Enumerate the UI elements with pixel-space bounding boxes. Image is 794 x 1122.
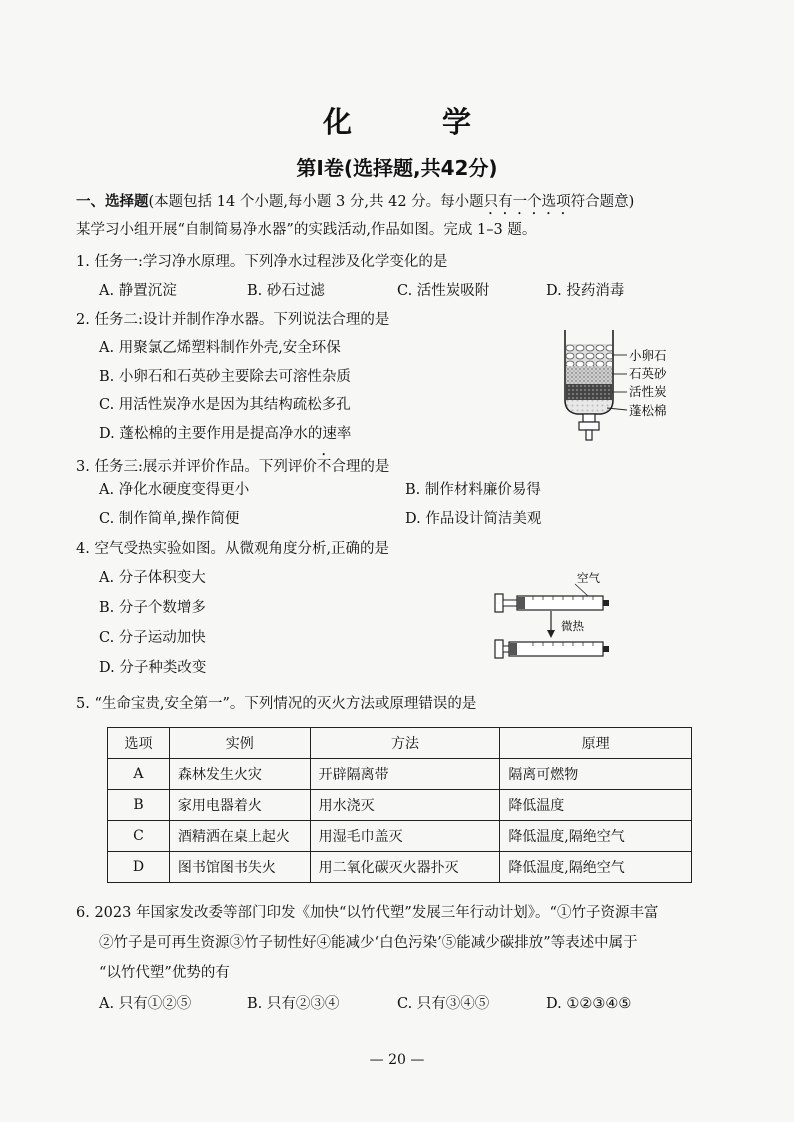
q6-line-3: “以竹代塑”优势的有 — [99, 965, 230, 981]
cell-method: 用水浇灭 — [310, 790, 500, 821]
header-principle: 原理 — [500, 728, 692, 759]
q3-option-d[interactable]: D. 作品设计简洁美观 — [405, 511, 542, 527]
table-row — [108, 790, 692, 821]
q6-option-a[interactable]: A. 只有①②⑤ — [99, 996, 192, 1012]
syringe-bottom — [495, 640, 609, 658]
q3-stem-emph: 不 — [316, 459, 332, 475]
q2-option-b[interactable]: B. 小卵石和石英砂主要除去可溶性杂质 — [99, 369, 351, 385]
label-pebble: 小卵石 — [629, 348, 667, 363]
q4-stem: 4. 空气受热实验如图。从微观角度分析,正确的是 — [76, 541, 390, 557]
section-desc-after: 符合题意) — [570, 194, 635, 210]
q6-line-1: 6. 2023 年国家发改委等部门印发《加快“以竹代塑”发展三年行动计划》。“①竹子资源丰富 — [76, 905, 659, 921]
header-example: 实例 — [169, 728, 310, 759]
header-option: 选项 — [108, 728, 170, 759]
label-carbon: 活性炭 — [629, 384, 667, 399]
q3-option-c[interactable]: C. 制作简单,操作简便 — [99, 511, 240, 527]
section-desc-before: (本题包括 14 个小题,每小题 3 分,共 42 分。每小题 — [148, 194, 484, 210]
pebble-layer — [566, 344, 612, 366]
table-row — [108, 852, 692, 883]
sand-layer — [566, 366, 612, 384]
table-row — [108, 821, 692, 852]
syringe-figure — [493, 572, 623, 664]
cell-option: D — [108, 852, 170, 883]
cell-example: 图书馆图书失火 — [169, 852, 310, 883]
q6-option-d[interactable]: D. ①②③④⑤ — [546, 996, 632, 1012]
section-label: 一、选择题 — [76, 194, 149, 210]
label-air: 空气 — [577, 572, 600, 585]
label-heat: 微热 — [561, 619, 584, 633]
q6-option-c[interactable]: C. 只有③④⑤ — [397, 996, 490, 1012]
cell-example: 家用电器着火 — [169, 790, 310, 821]
q2-option-a[interactable]: A. 用聚氯乙烯塑料制作外壳,安全环保 — [99, 340, 341, 356]
section-subtitle: 第Ⅰ卷(选择题,共42分) — [296, 156, 498, 180]
syringe-top — [495, 584, 609, 612]
q5-stem: 5. “生命宝贵,安全第一”。下列情况的灭火方法或原理错误的是 — [76, 696, 477, 712]
q1-option-c[interactable]: C. 活性炭吸附 — [397, 283, 490, 299]
q4-option-b[interactable]: B. 分子个数增多 — [99, 600, 206, 616]
cell-method: 用湿毛巾盖灭 — [310, 821, 500, 852]
cell-principle: 隔离可燃物 — [500, 759, 692, 790]
page-title: 化 学 — [322, 105, 512, 139]
table-header-row — [108, 728, 692, 759]
q3-stem-after: 合理的是 — [331, 459, 390, 475]
section-desc-emph: 只有一个选项 — [483, 194, 571, 210]
q6-option-b[interactable]: B. 只有②③④ — [247, 996, 340, 1012]
cell-example: 酒精洒在桌上起火 — [169, 821, 310, 852]
q3-option-a[interactable]: A. 净化水硬度变得更小 — [99, 482, 250, 498]
page-number: — 20 — — [369, 1052, 425, 1068]
q2-option-d[interactable]: D. 蓬松棉的主要作用是提高净水的速率 — [99, 426, 352, 442]
q1-stem: 1. 任务一:学习净水原理。下列净水过程涉及化学变化的是 — [76, 254, 448, 270]
q5-table — [107, 727, 692, 883]
intro-text: 某学习小组开展“自制简易净水器”的实践活动,作品如图。完成 1–3 题。 — [76, 222, 537, 238]
cotton-layer — [566, 400, 612, 413]
cell-method: 用二氧化碳灭火器扑灭 — [310, 852, 500, 883]
q6-line-2: ②竹子是可再生资源③竹子韧性好④能减少‘白色污染’⑤能减少碳排放”等表述中属于 — [99, 935, 638, 951]
cell-option: B — [108, 790, 170, 821]
header-method: 方法 — [310, 728, 500, 759]
label-cotton: 蓬松棉 — [629, 403, 667, 418]
q3-option-b[interactable]: B. 制作材料廉价易得 — [405, 482, 541, 498]
water-filter-figure — [555, 328, 685, 453]
q4-option-d[interactable]: D. 分子种类改变 — [99, 660, 207, 676]
q2-stem: 2. 任务二:设计并制作净水器。下列说法合理的是 — [76, 312, 390, 328]
cell-principle: 降低温度,隔绝空气 — [500, 852, 692, 883]
cell-option: A — [108, 759, 170, 790]
cell-option: C — [108, 821, 170, 852]
q1-option-a[interactable]: A. 静置沉淀 — [99, 283, 177, 299]
carbon-layer — [566, 384, 612, 400]
q4-option-c[interactable]: C. 分子运动加快 — [99, 630, 206, 646]
cell-example: 森林发生火灾 — [169, 759, 310, 790]
cell-principle: 降低温度,隔绝空气 — [500, 821, 692, 852]
section-header — [76, 191, 634, 218]
cell-principle: 降低温度 — [500, 790, 692, 821]
q4-option-a[interactable]: A. 分子体积变大 — [99, 570, 206, 586]
q1-option-b[interactable]: B. 砂石过滤 — [247, 283, 325, 299]
q3-stem — [76, 451, 389, 478]
q1-option-d[interactable]: D. 投药消毒 — [546, 283, 625, 299]
label-sand: 石英砂 — [629, 366, 667, 381]
cell-method: 开辟隔离带 — [310, 759, 500, 790]
table-row — [108, 759, 692, 790]
q2-option-c[interactable]: C. 用活性炭净水是因为其结构疏松多孔 — [99, 397, 351, 413]
q3-stem-before: 3. 任务三:展示并评价作品。下列评价 — [76, 459, 317, 475]
